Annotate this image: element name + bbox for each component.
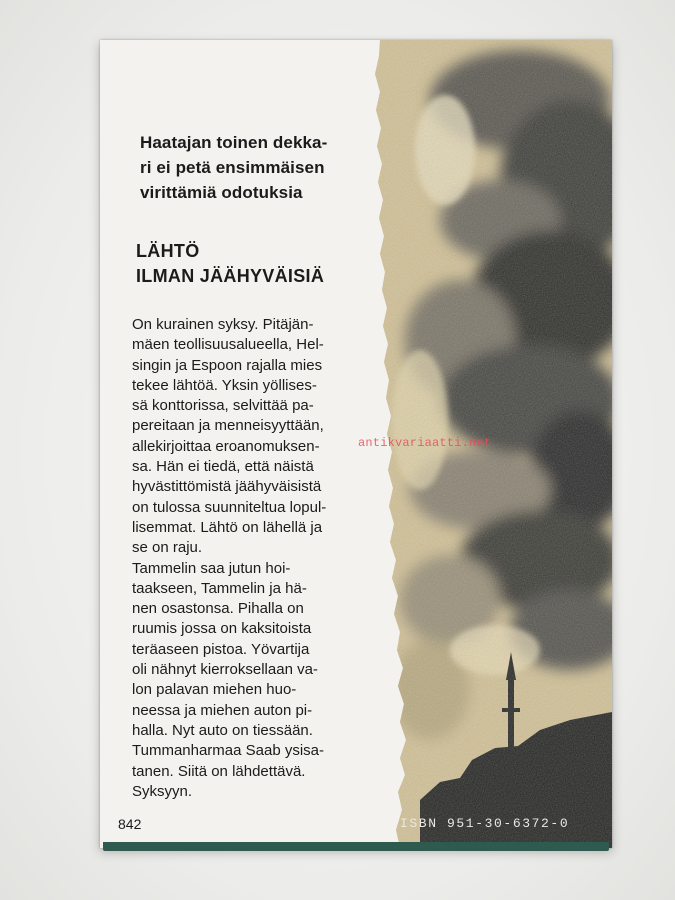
title-line: LÄHTÖ xyxy=(136,241,200,261)
paragraph1-line: singin ja Espoon rajalla mies xyxy=(132,356,323,374)
paragraph1-line: se on raju. xyxy=(132,539,203,557)
paragraph2-line: Tammelin saa jutun hoi- xyxy=(132,559,291,577)
paragraph2-line: lon palavan miehen huo- xyxy=(132,681,297,699)
paragraph1-line: lisemmat. Lähtö on lähellä ja xyxy=(132,518,323,536)
catalog-number: 842 xyxy=(118,816,142,832)
headline-line: ri ei petä ensimmäisen xyxy=(140,158,325,177)
blurb-column xyxy=(132,130,381,802)
paragraph2-line: Tummanharmaa Saab ysisa- xyxy=(132,742,325,760)
book-back-cover xyxy=(100,40,612,848)
title-line: ILMAN JÄÄHYVÄISIÄ xyxy=(136,266,325,286)
paragraph1-line: sa. Hän ei tiedä, että näistä xyxy=(132,458,314,476)
paragraph2-line: neessa ja miehen auton pi- xyxy=(132,701,313,719)
paragraph2-line: Syksyyn. xyxy=(132,782,193,800)
blurb-text xyxy=(132,315,381,802)
paragraph2-line: nen osastonsa. Pihalla on xyxy=(132,600,304,618)
paragraph1-line: allekirjoittaa eroanomuksen- xyxy=(132,437,320,455)
isbn: ISBN 951-30-6372-0 xyxy=(400,816,570,831)
headline xyxy=(140,130,381,205)
paragraph1-line: mäen teollisuusalueella, Hel- xyxy=(132,336,324,354)
paragraph2-line: teräaseen pistoa. Yövartija xyxy=(132,640,310,658)
paragraph2-line: halla. Nyt auto on tiessään. xyxy=(132,721,313,739)
paragraph1-line: On kurainen syksy. Pitäjän- xyxy=(132,316,314,333)
paragraph1-line: tekee lähtöä. Yksin yöllises- xyxy=(132,376,317,394)
spine-edge xyxy=(103,842,609,851)
paragraph2-line: tanen. Siitä on lähdettävä. xyxy=(132,762,306,780)
headline-line: virittämiä odotuksia xyxy=(140,183,303,202)
watermark: antikvariaatti.net xyxy=(358,436,492,450)
book-title xyxy=(136,239,381,289)
paragraph1-line: hyvästittömistä jäähyväisistä xyxy=(132,478,322,496)
paragraph2-line: taakseen, Tammelin ja hä- xyxy=(132,579,307,597)
headline-line: Haatajan toinen dekka- xyxy=(140,133,328,152)
paragraph2-line: ruumis jossa on kaksitoista xyxy=(132,620,312,638)
paragraph1-line: sä konttorissa, selvittää pa- xyxy=(132,397,314,415)
paragraph1-line: pereitaan ja menneisyyttään, xyxy=(132,417,324,435)
paragraph2-line: oli nähnyt kierroksellaan va- xyxy=(132,661,318,679)
paragraph1-line: on tulossa suunniteltua lopul- xyxy=(132,498,327,516)
